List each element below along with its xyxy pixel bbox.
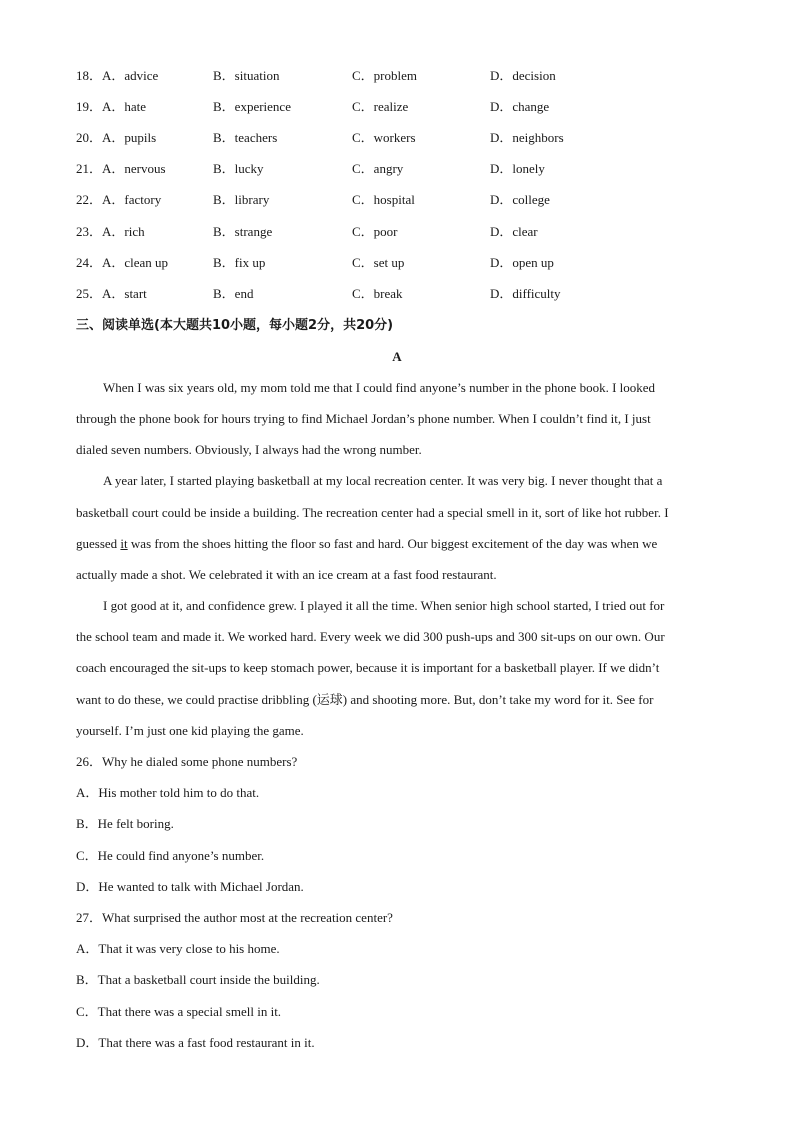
option-c: C．realize bbox=[352, 99, 409, 114]
question-option: B．He felt boring. bbox=[76, 816, 174, 831]
passage-line: basketball court could be inside a building. The recreation center had a special smell in it, sort of like hot rubber. I bbox=[76, 505, 669, 520]
question-stem: 26．Why he dialed some phone numbers? bbox=[76, 754, 298, 769]
question-number: 22． bbox=[76, 192, 103, 207]
question-option: C．He could find anyone’s number. bbox=[76, 848, 265, 863]
option-a: A．factory bbox=[102, 192, 162, 207]
question-option: C．That there was a special smell in it. bbox=[76, 1004, 282, 1019]
option-b: B．strange bbox=[213, 224, 273, 239]
passage-line: coach encouraged the sit-ups to keep stomach power, because it is important for a basketball player. If we didn’t bbox=[76, 660, 660, 675]
passage-text: guessed bbox=[76, 536, 118, 551]
underlined-word: it bbox=[120, 536, 128, 551]
passage-text: was from the shoes hitting the floor so fast and hard. Our biggest excitement of the day was when we bbox=[130, 536, 658, 551]
passage-label: A bbox=[392, 349, 402, 364]
passage-line: A year later, I started playing basketball at my local recreation center. It was very big. I never thought that a bbox=[103, 473, 663, 488]
option-row-25 bbox=[76, 284, 736, 304]
question-number: 21． bbox=[76, 161, 103, 176]
option-d: D．neighbors bbox=[490, 130, 564, 145]
option-row-22 bbox=[76, 190, 736, 210]
option-d: D．college bbox=[490, 192, 550, 207]
option-row-21 bbox=[76, 159, 736, 179]
passage-line: yourself. I’m just one kid playing the game. bbox=[76, 723, 304, 738]
option-c: C．set up bbox=[352, 255, 405, 270]
question-number: 20． bbox=[76, 130, 103, 145]
passage-line: actually made a shot. We celebrated it with an ice cream at a fast food restaurant. bbox=[76, 567, 497, 582]
option-a: A．advice bbox=[102, 68, 159, 83]
question-option: A．That it was very close to his home. bbox=[76, 941, 280, 956]
option-b: B．teachers bbox=[213, 130, 278, 145]
option-d: D．clear bbox=[490, 224, 538, 239]
option-b: B．situation bbox=[213, 68, 280, 83]
passage-line: I got good at it, and confidence grew. I played it all the time. When senior high school started, I tried out for bbox=[103, 598, 665, 613]
option-row-20 bbox=[76, 128, 736, 148]
option-c: C．problem bbox=[352, 68, 417, 83]
option-d: D．difficulty bbox=[490, 286, 561, 301]
option-a: A．rich bbox=[102, 224, 145, 239]
passage-line: the school team and made it. We worked hard. Every week we did 300 push-ups and 300 sit-ups on our own. Our bbox=[76, 629, 665, 644]
section-title: 三、阅读单选(本大题共10小题，每小题2分，共20分) bbox=[76, 318, 394, 333]
question-number: 25． bbox=[76, 286, 103, 301]
question-option: A．His mother told him to do that. bbox=[76, 785, 260, 800]
passage-line bbox=[76, 534, 718, 554]
option-a: A．nervous bbox=[102, 161, 166, 176]
option-b: B．end bbox=[213, 286, 254, 301]
passage-line: want to do these, we could practise dribbling (运球) and shooting more. But, don’t take my word for it. See for bbox=[76, 692, 654, 707]
option-c: C．workers bbox=[352, 130, 416, 145]
question-number: 18． bbox=[76, 68, 103, 83]
option-b: B．lucky bbox=[213, 161, 264, 176]
option-c: C．break bbox=[352, 286, 403, 301]
question-number: 19． bbox=[76, 99, 103, 114]
question-option: D．That there was a fast food restaurant in it. bbox=[76, 1035, 315, 1050]
option-d: D．decision bbox=[490, 68, 556, 83]
passage-line: dialed seven numbers. Obviously, I always had the wrong number. bbox=[76, 442, 422, 457]
option-row-23 bbox=[76, 222, 736, 242]
question-stem: 27．What surprised the author most at the recreation center? bbox=[76, 910, 393, 925]
option-row-18 bbox=[76, 66, 736, 86]
option-d: D．open up bbox=[490, 255, 554, 270]
option-a: A．clean up bbox=[102, 255, 169, 270]
option-d: D．change bbox=[490, 99, 550, 114]
option-a: A．pupils bbox=[102, 130, 157, 145]
option-c: C．hospital bbox=[352, 192, 415, 207]
question-number: 23． bbox=[76, 224, 103, 239]
option-c: C．angry bbox=[352, 161, 404, 176]
option-b: B．experience bbox=[213, 99, 291, 114]
option-c: C．poor bbox=[352, 224, 398, 239]
question-option: B．That a basketball court inside the building. bbox=[76, 972, 320, 987]
option-a: A．hate bbox=[102, 99, 147, 114]
option-d: D．lonely bbox=[490, 161, 545, 176]
option-a: A．start bbox=[102, 286, 147, 301]
question-number: 24． bbox=[76, 255, 103, 270]
option-row-19 bbox=[76, 97, 736, 117]
question-option: D．He wanted to talk with Michael Jordan. bbox=[76, 879, 304, 894]
option-row-24 bbox=[76, 253, 736, 273]
passage-line: When I was six years old, my mom told me that I could find anyone’s number in the phone book. I looked bbox=[103, 380, 656, 395]
passage-line: through the phone book for hours trying to find Michael Jordan’s phone number. When I couldn’t find it, I just bbox=[76, 411, 651, 426]
option-b: B．library bbox=[213, 192, 270, 207]
option-b: B．fix up bbox=[213, 255, 266, 270]
